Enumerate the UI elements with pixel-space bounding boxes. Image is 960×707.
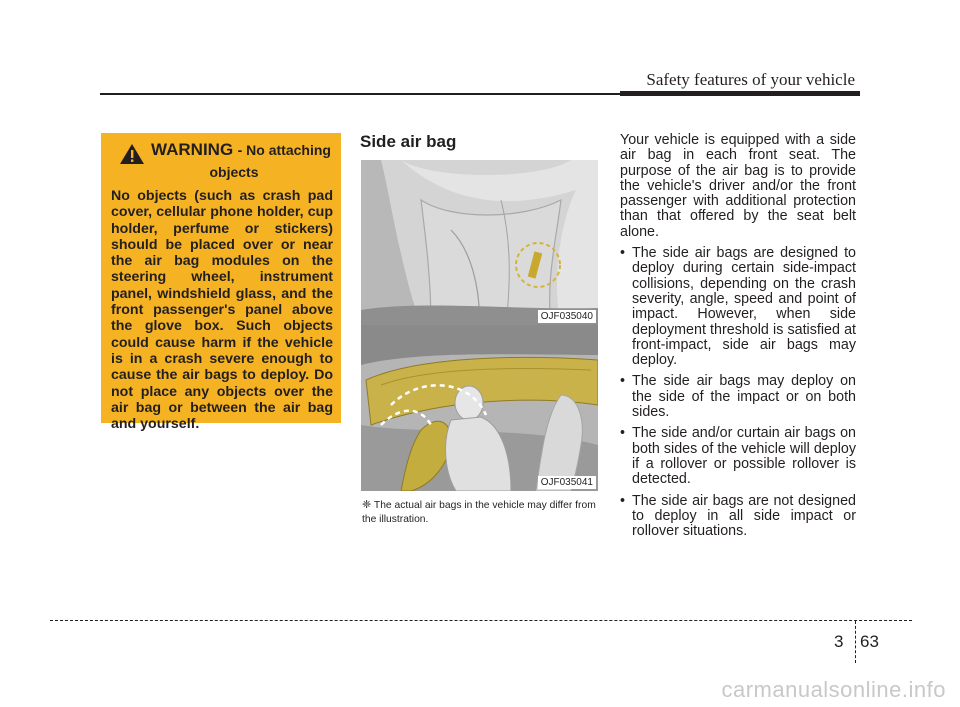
warning-triangle-icon [119, 143, 145, 165]
warning-subtitle-cont: objects [209, 164, 259, 180]
note-text: The actual air bags in the vehicle may differ from the illustration. [362, 500, 596, 525]
airbag-deployment-illustration [361, 325, 598, 491]
list-item: • The side air bags may deploy on the side of the impact or on both sides. [620, 373, 856, 421]
note-symbol: ❈ [362, 499, 372, 511]
seat-side-airbag-image [361, 160, 598, 325]
warning-header [111, 141, 333, 165]
warning-box [101, 133, 341, 433]
section-title: Side air bag [360, 132, 457, 151]
footer-rule [50, 620, 912, 621]
watermark: carmanualsonline.info [721, 677, 946, 702]
illustration-note [362, 498, 602, 527]
list-item: • The side air bags are not designed to deploy in all side impact or rollover situations. [620, 492, 856, 540]
warning-body: No objects (such as crash pad cover, cellular phone holder, cup holder, perfume or stickers) should be placed over or near the air bag modules on the steering wheel, instrument panel, windshield glass, and the front passenger's panel above the glove box. Such objects could cause harm if the vehicle is in a crash severe enough to cause the air bags to deploy. Do not place any objects over the air bag or between the air bag and yourself. [111, 188, 333, 433]
list-item: • The side and/or curtain air bags on both sides of the vehicle will deploy if a rollover or possible rollover is detected. [620, 425, 856, 488]
figure-code: OJF035041 [538, 476, 596, 489]
warning-title: WARNING [151, 140, 234, 159]
page-number: 63 [860, 632, 879, 651]
chapter-number: 3 [834, 632, 844, 651]
header-rule-thick [620, 91, 860, 96]
intro-paragraph: Your vehicle is equipped with a side air bag in each front seat. The purpose of the air bag is to provide the vehicle's driver and/or the front passenger with additional protection than that offered by the seat belt alone. [620, 132, 856, 240]
body-column [620, 133, 856, 545]
running-header: Safety features of your vehicle [646, 70, 855, 89]
bullet-list [620, 246, 856, 539]
list-item: • The side air bags are designed to deploy during certain side-impact collisions, depending on the crash severity, angle, speed and point of impact. However, when side deployment threshold is satisfied at front-impact, side air bags may deploy. [620, 245, 856, 369]
deployed-airbag-image [361, 325, 598, 491]
warning-subtitle: - No attaching [237, 142, 331, 158]
figure-code: OJF035040 [538, 310, 596, 323]
footer-divider [855, 621, 856, 663]
seat-illustration [361, 160, 598, 325]
